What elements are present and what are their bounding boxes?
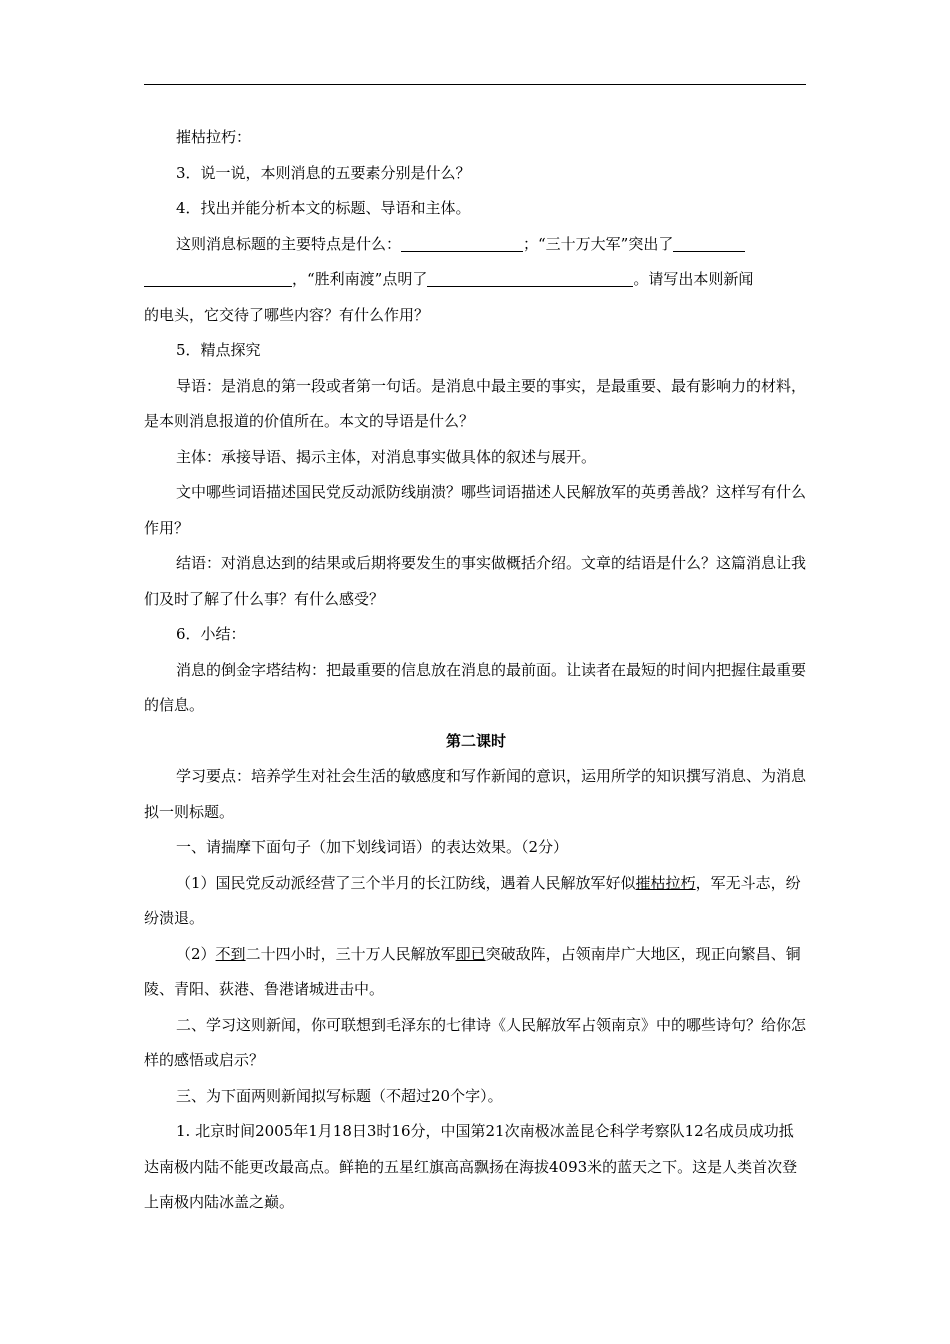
text-span: ；“三十万大军”突出了	[523, 234, 674, 253]
conclusion-paragraph: 结语：对消息达到的结果或后期将要发生的事实做概括介绍。文章的结语是什么？这篇消息让我们及时了解了什么事？有什么感受？	[144, 554, 807, 608]
exercise-2: 二、学习这则新闻，你可联想到毛泽东的七律诗《人民解放军占领南京》中的哪些诗句？给你怎样的感悟或启示？	[144, 1015, 807, 1069]
body-paragraph: 主体：承接导语、揭示主体，对消息事实做具体的叙述与展开。	[176, 447, 597, 466]
text-span: （1）国民党反动派经营了三个半月的长江防线，遇着人民解放军好似	[176, 873, 636, 892]
summary-paragraph: 消息的倒金字塔结构：把最重要的信息放在消息的最前面。让读者在最短的时间内把握住最重要的信息。	[144, 660, 807, 714]
title-question	[144, 227, 808, 263]
header-rule	[144, 84, 806, 85]
text-span: 。请写出本则新闻	[633, 270, 754, 288]
text-span: ，军无斗志，纷纷溃退。	[144, 873, 801, 927]
exercise-1: 一、请揣摩下面句子（加下划线词语）的表达效果。（2分）	[176, 838, 569, 856]
title-question-cont	[144, 262, 808, 298]
section-heading: 第二课时	[445, 731, 506, 750]
underlined-phrase: 摧枯拉朽	[635, 873, 696, 892]
question-3: 3．说一说，本则消息的五要素分别是什么？	[176, 163, 471, 182]
learning-points: 学习要点：培养学生对社会生活的敏感度和写作新闻的意识，运用所学的知识撰写消息、为消息拟一则标题。	[144, 767, 807, 821]
paragraph: 摧枯拉朽：	[176, 128, 252, 146]
text-span: 二十四小时，三十万人民解放军	[245, 944, 456, 963]
exercise-1-item-2	[144, 937, 808, 1008]
underlined-phrase: 即已	[455, 944, 486, 963]
answer-blank[interactable]	[401, 233, 523, 252]
answer-blank[interactable]	[427, 268, 633, 287]
exercise-3: 三、为下面两则新闻拟写标题（不超过20个字）。	[176, 1086, 503, 1105]
question-4: 4．找出并能分析本文的标题、导语和主体。	[176, 199, 471, 217]
text-span: （2）	[176, 944, 216, 963]
text-span: 突破敌阵，占领南岸广大地区，现正向繁昌、铜陵、青阳、荻港、鲁港诸城进击中。	[144, 944, 801, 998]
document-body	[144, 120, 808, 1221]
section-6: 6．小结：	[176, 625, 246, 643]
answer-blank[interactable]	[673, 233, 745, 252]
paragraph: 的电头，它交待了哪些内容？有什么作用？	[144, 305, 430, 324]
text-span: 这则消息标题的主要特点是什么：	[176, 234, 402, 253]
section-5: 5．精点探究	[176, 341, 261, 359]
answer-blank[interactable]	[144, 268, 292, 287]
exercise-1-item-1	[144, 866, 808, 937]
news-item-1: 1. 北京时间2005年1月18日3时16分，中国第21次南极冰盖昆仑科学考察队12名成员成功抵达南极内陆不能更改最高点。鲜艳的五星红旗高高飘扬在海拔4093米的蓝天之下。这是人类首次登上南极内陆冰盖之巅。	[144, 1122, 798, 1211]
text-span: ，“胜利南渡”点明了	[292, 270, 428, 288]
lead-paragraph: 导语：是消息的第一段或者第一句话。是消息中最主要的事实，是最重要、最有影响力的材料，是本则消息报道的价值所在。本文的导语是什么？	[144, 376, 807, 430]
underlined-phrase: 不到	[215, 944, 246, 963]
question-paragraph: 文中哪些词语描述国民党反动派防线崩溃？哪些词语描述人民解放军的英勇善战？这样写有什么作用？	[144, 483, 807, 537]
